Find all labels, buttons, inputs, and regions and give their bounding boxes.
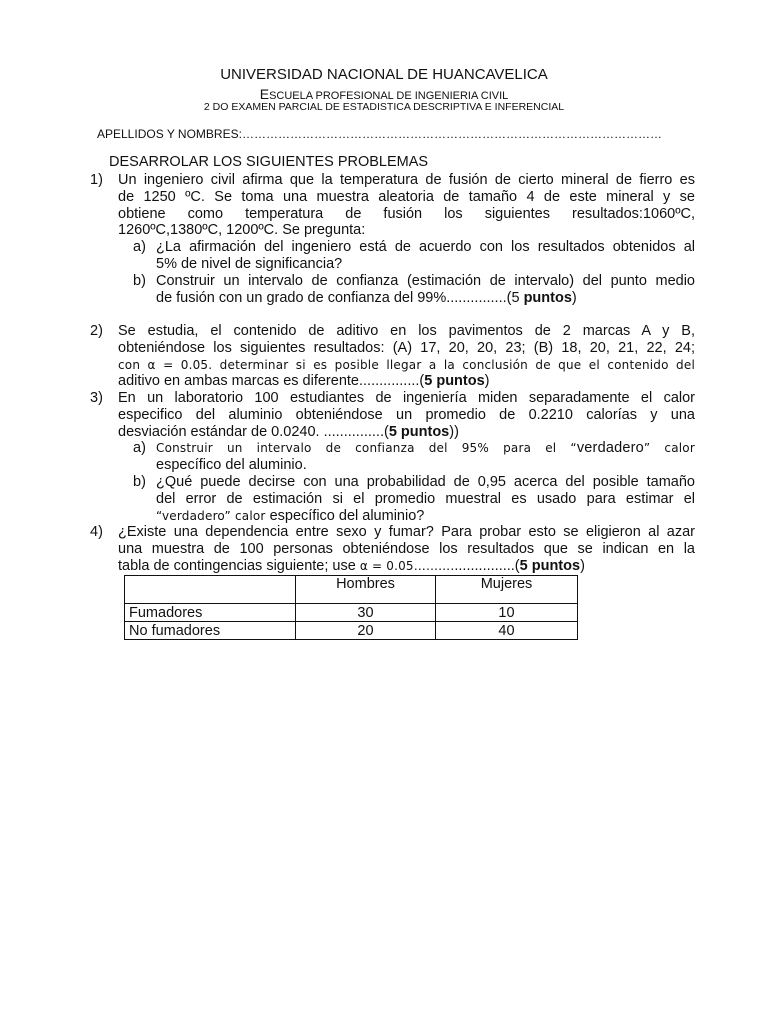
subquestion-text [156,239,695,273]
text-segment: “verdadero” calor [156,508,266,523]
text-line: Construir un intervalo de confianza (estimación de intervalo) del punto medio [156,272,695,289]
problem-3 [0,390,768,524]
text-segment: aditivo en ambas marcas es diferente...............( [118,373,425,390]
table-cell: 40 [436,622,578,640]
problem-text [118,172,695,239]
text-line: con α = 0.05. determinar si es posible llegar a la conclusión de que el contenido del [118,357,695,372]
problem-number: 1) [90,172,103,188]
table-header-cell: Hombres [296,576,436,604]
subquestion-letter: b) [133,272,146,289]
table-cell: 30 [296,604,436,622]
text-line: una muestra de 100 personas obteniéndose los resultados que se indican en la [118,540,695,557]
exam-title: 2 DO EXAMEN PARCIAL DE ESTADISTICA DESCRIPTIVA E INFERENCIAL [203,101,565,113]
university-title: UNIVERSIDAD NACIONAL DE HUANCAVELICA [220,66,548,83]
table-cell: Fumadores [125,604,296,622]
text-line [118,424,695,441]
points-label: 5 puntos [424,373,485,390]
subquestion-text [156,474,695,524]
text-line: ¿La afirmación del ingeniero está de acuerdo con los resultados obtenidos al [156,239,695,256]
text-line: Un ingeniero civil afirma que la temperatura de fusión de cierto mineral de fierro es [118,172,695,188]
text-line: obtiene como temperatura de fusión los siguientes resultados:1060ºC, [118,205,695,222]
text-segment: )) [449,423,459,440]
points-label: puntos [523,289,572,306]
text-line: Se estudia, el contenido de aditivo en los pavimentos de 2 marcas A y B, [118,323,695,339]
text-segment: α = 0.05………. [359,558,455,573]
problem-number: 3) [90,390,103,406]
text-segment: desviación estándar de 0.0240. ...............( [118,423,389,440]
table-row [125,622,578,640]
text-line: ¿Qué puede decirse con una probabilidad de 0,95 acerca del posible tamaño [156,473,695,490]
problem-text [118,323,695,390]
text-line: ¿Existe una dependencia entre sexo y fumar? Para probar esto se eligieron al azar [118,524,695,540]
table-cell: No fumadores [125,622,296,640]
text-line: 5% de nivel de significancia? [156,255,343,272]
table-cell: 10 [436,604,578,622]
subquestion-text [156,440,695,474]
table-header-cell: Mujeres [436,576,578,604]
table-row [125,604,578,622]
text-segment: ” calor [643,441,695,456]
table-header-row [125,576,578,604]
school-name-rest: SCUELA PROFESIONAL DE INGENIERIA CIVIL [269,90,509,102]
text-line [118,373,695,390]
subquestion-letter: a) [133,440,146,457]
subquestion-text [156,273,695,307]
text-line [156,290,695,307]
text-line: especifico del aluminio obteniéndose un promedio de 0.2210 calorías y una [118,406,695,423]
points-label: 5 puntos [519,557,581,574]
names-field-label: APELLIDOS Y NOMBRES:…………………………………………………………………………………………… [97,127,662,141]
problem-text [118,524,695,574]
subquestion-a [0,440,768,474]
table-cell: 20 [296,622,436,640]
problem-4 [0,524,768,574]
contingency-table [124,575,578,640]
text-segment: ...............( [454,557,520,574]
text-line: En un laboratorio 100 estudiantes de ingeniería miden separadamente el calor [118,390,695,406]
text-line: 1260ºC,1380ºC, 1200ºC. Se pregunta: [118,222,366,239]
problem-number: 2) [90,323,103,339]
text-line [156,440,695,457]
subquestion-letter: b) [133,473,146,490]
text-line: de 1250 ºC. Se toma una muestra aleatoria de tamaño 4 de este mineral y se [118,188,695,205]
text-segment: ) [580,557,585,574]
problem-2 [0,323,768,390]
points-label: 5 puntos [388,423,450,440]
instructions-heading: DESARROLAR LOS SIGUIENTES PROBLEMAS [109,154,429,170]
text-line [118,558,695,575]
school-name-initial: E [259,86,270,102]
text-segment: ) [571,289,577,306]
text-segment: verdadero [576,440,644,457]
school-name [0,86,768,102]
text-segment: de fusión con un grado de confianza del 99%...............(5 [156,289,524,306]
subquestion-a [0,239,768,273]
text-line [156,508,695,525]
text-segment: ) [484,373,490,390]
problem-number: 4) [90,524,103,540]
subquestion-letter: a) [133,239,146,256]
text-segment: específico del aluminio? [265,507,425,524]
table-header-cell [125,576,296,604]
text-segment: Construir un intervalo de confianza del 95% para el “ [156,441,577,456]
text-line: del error de estimación si el promedio muestral es usado para estimar el [156,490,695,507]
subquestion-b [0,474,768,524]
subquestion-b [0,273,768,307]
problem-text [118,390,695,440]
text-segment: tabla de contingencias siguiente; use [118,557,360,574]
problem-1 [0,172,768,306]
text-line: obteniéndose los siguientes resultados: (A) 17, 20, 20, 23; (B) 18, 20, 21, 22, 24; [118,339,695,356]
text-line: específico del aluminio. [156,457,307,474]
